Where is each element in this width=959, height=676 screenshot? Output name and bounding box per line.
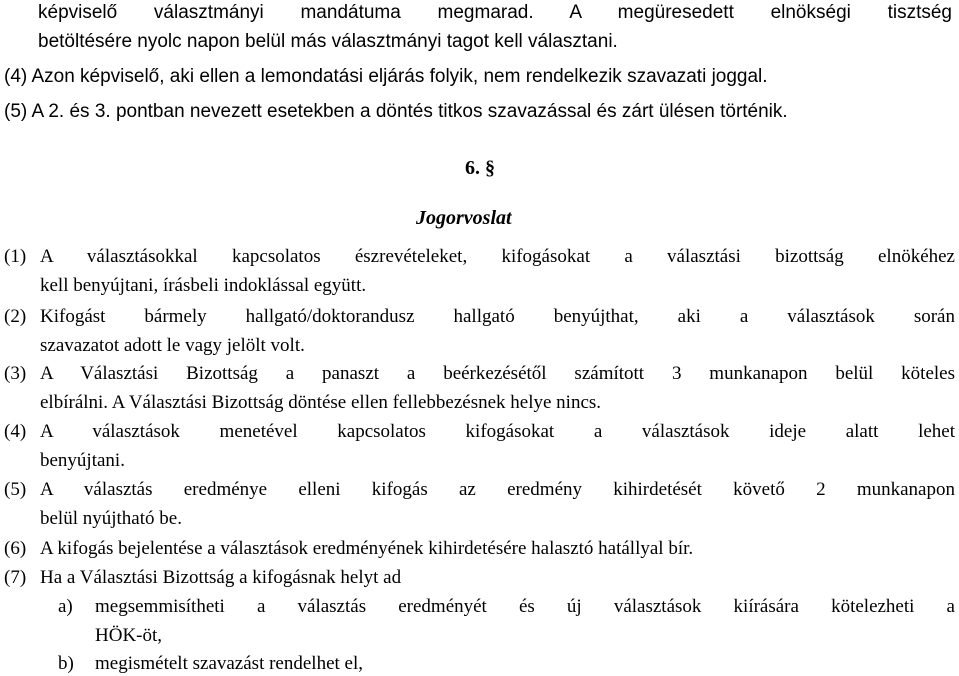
section-title: Jogorvoslat	[416, 207, 512, 229]
text-line: betöltésére nyolc napon belül más választmányi tagot kell választani.	[38, 31, 618, 52]
subitem-label: a)	[58, 596, 73, 617]
paragraph-text: elbírálni. A Választási Bizottság döntése ellen fellebbezésnek helye nincs.	[40, 392, 602, 413]
paragraph-number: (4)	[4, 421, 27, 442]
paragraph-text: Ha a Választási Bizottság a kifogásnak helyt ad	[40, 567, 402, 588]
section-number: 6. §	[465, 157, 495, 179]
paragraph-number: (5)	[4, 479, 27, 500]
paragraph-text: szavazatot adott le vagy jelölt volt.	[40, 335, 305, 356]
text-line: (4) Azon képviselő, aki ellen a lemondatási eljárás folyik, nem rendelkezik szavazati joggal.	[4, 66, 768, 87]
subitem-text: HÖK-öt,	[95, 625, 163, 646]
text-line: képviselő választmányi mandátuma megmarad. A megüresedett elnökségi tisztség	[38, 2, 952, 23]
paragraph-text: A kifogás bejelentése a választások eredményének kihirdetésére halasztó hatállyal bír.	[40, 538, 694, 559]
paragraph-text: A választás eredménye elleni kifogás az eredmény kihirdetését követő 2 munkanapon	[40, 479, 955, 500]
paragraph-text: belül nyújtható be.	[40, 508, 182, 529]
subitem-label: b)	[58, 653, 74, 674]
paragraph-text: benyújtani.	[40, 450, 125, 471]
paragraph-text: A Választási Bizottság a panaszt a beérkezésétől számított 3 munkanapon belül köteles	[40, 363, 955, 384]
paragraph-number: (2)	[4, 306, 27, 327]
subitem-text: megismételt szavazást rendelhet el,	[95, 653, 363, 674]
paragraph-text: Kifogást bármely hallgató/doktorandusz hallgató benyújthat, aki a választások során	[40, 306, 955, 327]
paragraph-text: A választások menetével kapcsolatos kifogásokat a választások ideje alatt lehet	[40, 421, 955, 442]
paragraph-text: A választásokkal kapcsolatos észrevételeket, kifogásokat a választási bizottság elnökéhez	[40, 246, 955, 267]
subitem-text: megsemmisítheti a választás eredményét és új választások kiírására kötelezheti a	[95, 596, 955, 617]
paragraph-number: (1)	[4, 246, 27, 267]
paragraph-number: (6)	[4, 538, 27, 559]
paragraph-number: (7)	[4, 567, 27, 588]
paragraph-text: kell benyújtani, írásbeli indoklással együtt.	[40, 275, 367, 296]
text-line: (5) A 2. és 3. pontban nevezett esetekben a döntés titkos szavazással és zárt ülésen történik.	[4, 101, 788, 122]
paragraph-number: (3)	[4, 363, 27, 384]
